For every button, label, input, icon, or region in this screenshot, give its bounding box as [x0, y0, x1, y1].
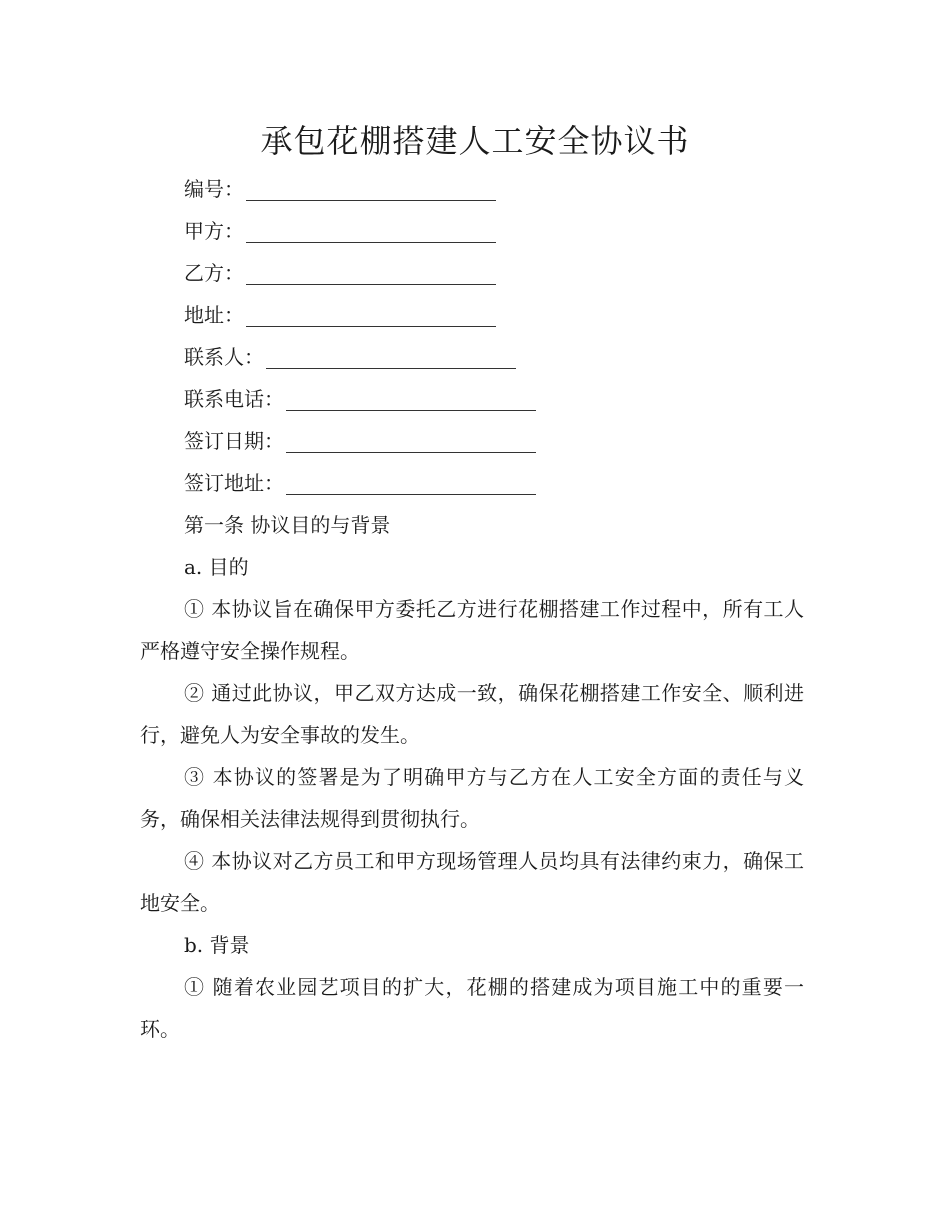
field-contact: [184, 336, 804, 378]
blank-line: [246, 312, 496, 327]
field-party-a: [184, 210, 804, 252]
field-label: 编号：: [184, 177, 244, 201]
field-label: 联系人：: [184, 345, 264, 369]
blank-line: [246, 228, 496, 243]
document-title: 承包花棚搭建人工安全协议书: [260, 122, 690, 161]
blank-line: [286, 438, 536, 453]
blank-line: [286, 396, 536, 411]
field-label: 签订日期：: [184, 429, 284, 453]
section-heading-a: a. 目的: [184, 555, 249, 579]
field-label: 甲方：: [184, 219, 244, 243]
field-label: 地址：: [184, 303, 244, 327]
blank-line: [286, 480, 536, 495]
field-sign-date: [184, 420, 804, 462]
field-address: [184, 294, 804, 336]
blank-line: [246, 186, 496, 201]
field-party-b: [184, 252, 804, 294]
field-number: [184, 168, 804, 210]
info-fields: [184, 168, 804, 504]
list-item: ① 随着农业园艺项目的扩大，花棚的搭建成为项目施工中的重要一环。: [140, 975, 804, 1041]
field-label: 联系电话：: [184, 387, 284, 411]
list-item: ② 通过此协议，甲乙双方达成一致，确保花棚搭建工作安全、顺利进行，避免人为安全事故的发生。: [140, 681, 804, 747]
article-heading: 第一条 协议目的与背景: [184, 513, 391, 537]
article-body: [140, 504, 804, 1050]
blank-line: [266, 354, 516, 369]
list-item: ④ 本协议对乙方员工和甲方现场管理人员均具有法律约束力，确保工地安全。: [140, 849, 804, 915]
list-item: ① 本协议旨在确保甲方委托乙方进行花棚搭建工作过程中，所有工人严格遵守安全操作规程。: [140, 597, 804, 663]
field-label: 乙方：: [184, 261, 244, 285]
list-item: ③ 本协议的签署是为了明确甲方与乙方在人工安全方面的责任与义务，确保相关法律法规得到贯彻执行。: [140, 765, 804, 831]
field-phone: [184, 378, 804, 420]
blank-line: [246, 270, 496, 285]
field-sign-place: [184, 462, 804, 504]
field-label: 签订地址：: [184, 471, 284, 495]
section-heading-b: b. 背景: [184, 933, 250, 957]
